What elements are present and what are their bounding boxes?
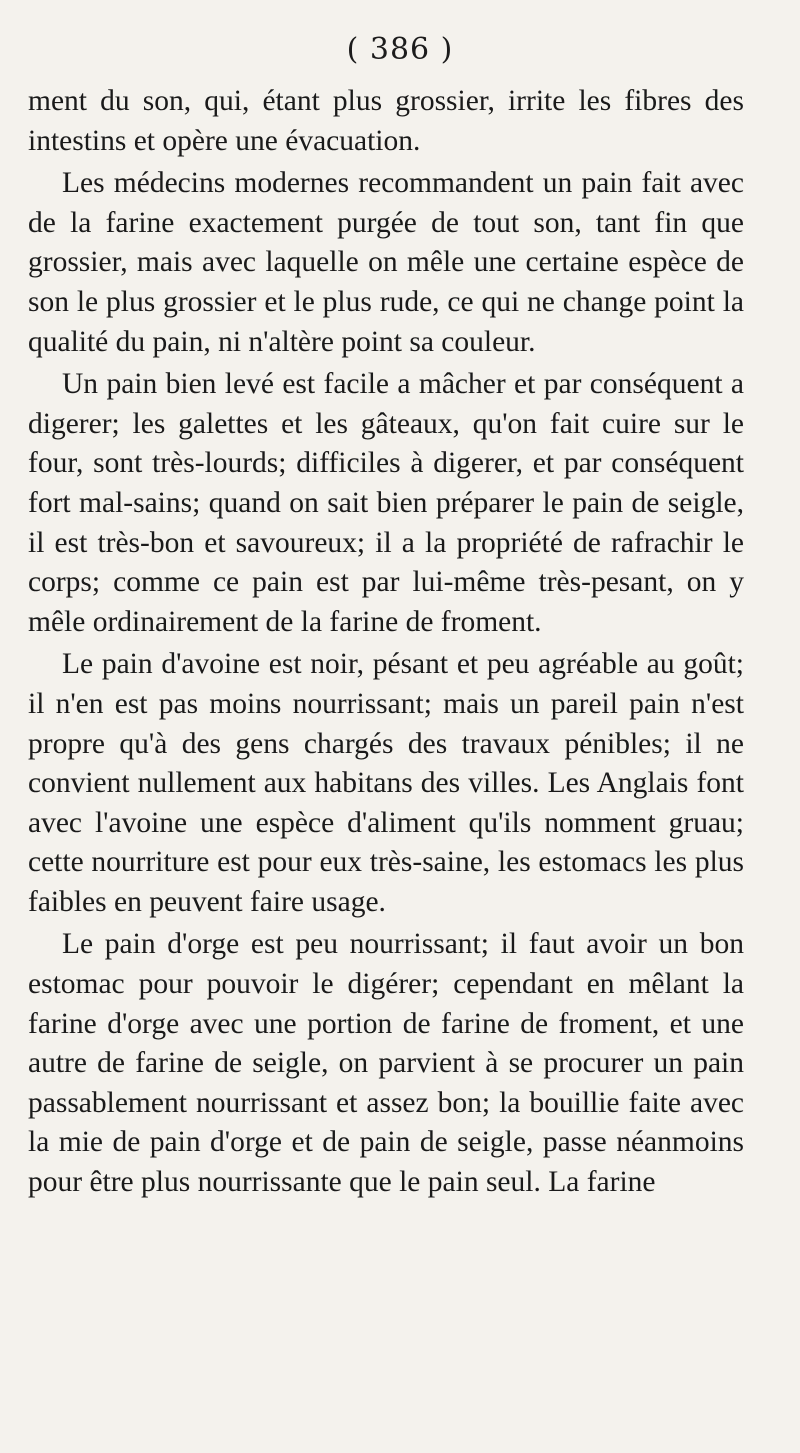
paragraph-medecins: Les médecins modernes recommandent un pain fait avec de la farine exactement purgée de tout son, tant fin que grossier, mais avec laquelle on mêle une certaine espèce de son le plus grossier et le plus rude, ce qui ne change point la qualité du pain, ni n'altère point sa couleur. <box>28 167 744 358</box>
paragraph-pain-orge: Le pain d'orge est peu nourrissant; il faut avoir un bon estomac pour pouvoir le digérer; cependant en mêlant la farine d'orge avec une portion de farine de froment, et une autre de farine de seigle, on parvient à se procurer un pain passablement nourrissant et assez bon; la bouillie faite avec la mie de pain d'orge et de pain de seigle, passe néanmoins pour être plus nourrissante que le pain seul. La farine <box>28 928 744 1199</box>
page-number: ( 386 ) <box>346 32 454 67</box>
paragraph-continuation: ment du son, qui, étant plus grossier, irrite les fibres des intestins et opère une évacuation. <box>28 85 744 157</box>
paragraph-pain-leve: Un pain bien levé est facile a mâcher et par conséquent a digerer; les galettes et les gâteaux, qu'on fait cuire sur le four, sont très-lourds; difficiles à digerer, et par conséquent fort mal-sains; quand on sait bien préparer le pain de seigle, il est très-bon et savoureux; il a la propriété de rafrachir le corps; comme ce pain est par lui-même très-pesant, on y mêle ordinairement de la farine de froment. <box>28 368 744 638</box>
body-text <box>28 82 744 1203</box>
paragraph-pain-avoine: Le pain d'avoine est noir, pésant et peu agréable au goût; il n'en est pas moins nourrissant; mais un pareil pain n'est propre qu'à des gens chargés des travaux pénibles; il ne convient nullement aux habitans des villes. Les Anglais font avec l'avoine une espèce d'aliment qu'ils nomment gruau; cette nourriture est pour eux très-saine, les estomacs les plus faibles en peuvent faire usage. <box>28 648 744 918</box>
